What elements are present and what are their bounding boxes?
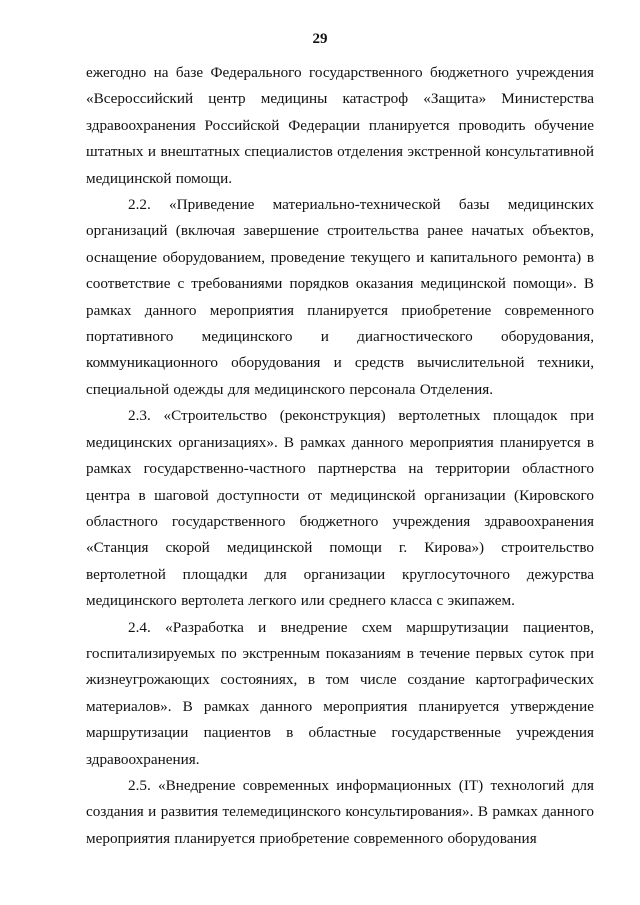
paragraph-2-2: 2.2. «Приведение материально-технической базы медицинских организаций (включая завершение строительства ранее начатых объектов, оснащение оборудованием, проведение текущего и капитального ремонта) в соответствие с требованиями порядков оказания медицинской помощи». В рамках данного мероприятия планируется приобретение современного портативного медицинского и диагностического оборудования, коммуникационного оборудования и средств вычислительной техники, специальной одежды для медицинского персонала Отделения.	[86, 196, 594, 398]
paragraph-2-3: 2.3. «Строительство (реконструкция) вертолетных площадок при медицинских организациях». В рамках данного мероприятия планируется в рамках государственно-частного партнерства на территории областного центра в шаговой доступности от медицинской организации (Кировского областного государственного бюджетного учреждения здравоохранения «Станция скорой медицинской помощи г. Кирова») строительство вертолетной площадки для организации круглосуточного дежурства медицинского вертолета легкого или среднего класса с экипажем.	[86, 407, 594, 610]
paragraph-2-5: 2.5. «Внедрение современных информационных (IT) технологий для создания и развития телемедицинского консультирования». В рамках данного мероприятия планируется приобретение современного оборудования	[86, 776, 594, 847]
document-body	[86, 60, 594, 852]
page-number: 29	[312, 31, 328, 47]
paragraph-2-4: 2.4. «Разработка и внедрение схем маршрутизации пациентов, госпитализируемых по экстренным показаниям в течение первых суток при жизнеугрожающих состояниях, в том числе создание картографических материалов». В рамках данного мероприятия планируется утверждение маршрутизации пациентов в областные государственные учреждения здравоохранения.	[86, 618, 594, 768]
paragraph-continuation: ежегодно на базе Федерального государственного бюджетного учреждения «Всероссийский центр медицины катастроф «Защита» Министерства здравоохранения Российской Федерации планируется проводить обучение штатных и внештатных специалистов отделения экстренной консультативной медицинской помощи.	[86, 64, 594, 187]
